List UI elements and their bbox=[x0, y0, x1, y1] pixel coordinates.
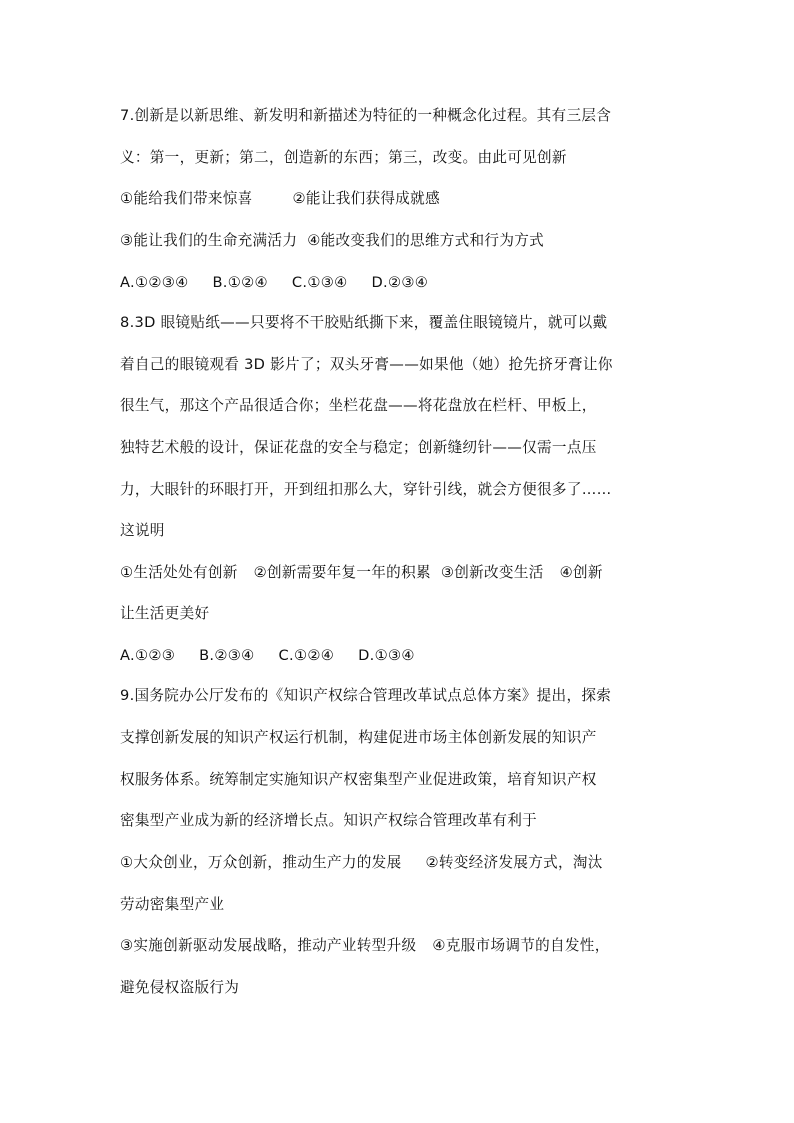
q9-options-row-1 bbox=[120, 853, 603, 873]
q7-stem-line-1: 7.创新是以新思维、新发明和新描述为特征的一种概念化过程。其有三层含 bbox=[120, 107, 612, 124]
q7-choice-a: A.①②③④ bbox=[120, 274, 189, 291]
q8-stem-line-2: 着自己的眼镜观看 3D 影片了；双头牙膏——如果他（她）抢先挤牙膏让你 bbox=[120, 356, 613, 373]
q8-option-4: ④创新 bbox=[559, 564, 603, 581]
q9-stem-line-4: 密集型产业成为新的经济增长点。知识产权综合管理改革有利于 bbox=[120, 812, 538, 829]
q9-options-row-2: 劳动密集型产业 bbox=[120, 896, 225, 913]
q8-stem-line-1: 8.3D 眼镜贴纸——只要将不干胶贴纸撕下来，覆盖住眼镜镜片，就可以戴 bbox=[120, 314, 608, 331]
q9-stem-line-2: 支撑创新发展的知识产权运行机制，构建促进市场主体创新发展的知识产 bbox=[120, 729, 597, 746]
q7-option-3: ③能让我们的生命充满活力 bbox=[120, 232, 298, 249]
q8-option-2: ②创新需要年复一年的积累 bbox=[253, 564, 431, 581]
q8-choice-c: C.①②④ bbox=[278, 647, 335, 664]
q8-choice-a: A.①②③ bbox=[120, 647, 176, 664]
q8-stem-line-4: 独特艺术般的设计，保证花盘的安全与稳定；创新缝纫针——仅需一点压 bbox=[120, 439, 597, 456]
q9-options-row-3 bbox=[120, 936, 610, 956]
q9-option-2: ②转变经济发展方式，淘汰 bbox=[425, 854, 603, 871]
q8-option-1: ①生活处处有创新 bbox=[120, 564, 238, 581]
q8-choice-b: B.②③④ bbox=[199, 647, 255, 664]
q8-option-3: ③创新改变生活 bbox=[440, 564, 544, 581]
q7-choice-b: B.①②④ bbox=[212, 274, 268, 291]
q8-options-row-1 bbox=[120, 563, 603, 583]
q9-options-row-4: 避免侵权盗版行为 bbox=[120, 979, 240, 996]
q7-choice-d: D.②③④ bbox=[371, 274, 429, 291]
q8-choice-d: D.①③④ bbox=[358, 647, 415, 664]
q8-stem-line-5: 力，大眼针的环眼打开，开到纽扣那么大，穿针引线，就会方便很多了…… bbox=[120, 481, 612, 498]
q7-options-row-2 bbox=[120, 231, 544, 251]
q7-options-row-1 bbox=[120, 189, 440, 209]
q7-choice-c: C.①③④ bbox=[291, 274, 348, 291]
q7-choices bbox=[120, 273, 428, 293]
q7-option-4: ④能改变我们的思维方式和行为方式 bbox=[307, 232, 545, 249]
q7-option-2: ②能让我们获得成就感 bbox=[292, 190, 440, 207]
q9-option-1: ①大众创业，万众创新，推动生产力的发展 bbox=[120, 854, 402, 871]
q8-stem-line-3: 很生气，那这个产品很适合你；坐栏花盘——将花盘放在栏杆、甲板上， bbox=[120, 397, 597, 414]
q9-stem-line-1: 9.国务院办公厅发布的《知识产权综合管理改革试点总体方案》提出，探索 bbox=[120, 687, 612, 704]
q7-option-1: ①能给我们带来惊喜 bbox=[120, 190, 253, 207]
q8-options-row-2: 让生活更美好 bbox=[120, 605, 210, 622]
q9-option-3: ③实施创新驱动发展战略，推动产业转型升级 bbox=[120, 937, 417, 954]
q7-stem-line-2: 义：第一，更新；第二，创造新的东西；第三，改变。由此可见创新 bbox=[120, 149, 567, 166]
q8-choices bbox=[120, 646, 415, 666]
q9-stem-line-3: 权服务体系。统筹制定实施知识产权密集型产业促进政策，培育知识产权 bbox=[120, 771, 597, 788]
q8-stem-line-6: 这说明 bbox=[120, 522, 165, 539]
q9-option-4: ④克服市场调节的自发性， bbox=[432, 937, 610, 954]
